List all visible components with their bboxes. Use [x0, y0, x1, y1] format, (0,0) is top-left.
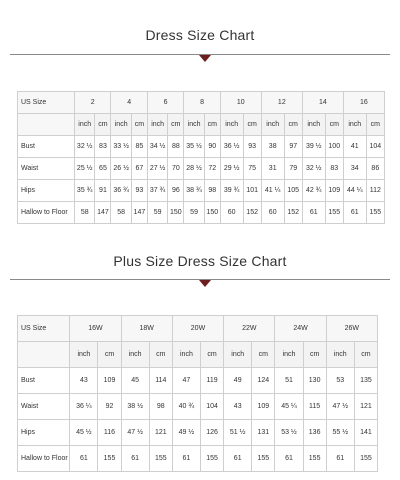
plus-unit-inch: inch	[172, 342, 200, 368]
plus-cell-value: 116	[98, 420, 121, 446]
dress-cell-value: 41 ¼	[261, 180, 284, 202]
dress-cell-value: 147	[95, 202, 111, 224]
plus-cell-value: 155	[252, 446, 275, 472]
plus-cell-value: 36 ¼	[70, 394, 98, 420]
dress-cell-value: 97	[284, 136, 302, 158]
dress-divider-notch	[199, 55, 211, 62]
dress-cell-value: 31	[261, 158, 284, 180]
plus-cell-value: 135	[354, 368, 377, 394]
dress-cell-value: 35 ½	[184, 136, 205, 158]
plus-cell-value: 49 ½	[172, 420, 200, 446]
plus-unit-cm: cm	[354, 342, 377, 368]
dress-unit-cm: cm	[325, 114, 343, 136]
dress-unit-inch: inch	[147, 114, 168, 136]
plus-unit-inch: inch	[326, 342, 354, 368]
plus-cell-value: 51 ½	[224, 420, 252, 446]
dress-cell-value: 155	[366, 202, 384, 224]
dress-row-label: Waist	[18, 158, 75, 180]
dress-cell-value: 101	[243, 180, 261, 202]
plus-cell-value: 141	[354, 420, 377, 446]
plus-cell-value: 155	[354, 446, 377, 472]
dress-unit-cm: cm	[95, 114, 111, 136]
plus-cell-value: 155	[201, 446, 224, 472]
plus-cell-value: 121	[149, 420, 172, 446]
dress-cell-value: 150	[168, 202, 184, 224]
plus-cell-value: 92	[98, 394, 121, 420]
plus-size-header: 26W	[326, 316, 377, 342]
dress-cell-value: 79	[284, 158, 302, 180]
plus-cell-value: 61	[224, 446, 252, 472]
dress-cell-value: 32 ½	[302, 158, 325, 180]
plus-cell-value: 98	[149, 394, 172, 420]
plus-cell-value: 61	[70, 446, 98, 472]
dress-cell-value: 33 ½	[111, 136, 132, 158]
plus-cell-value: 45 ½	[70, 420, 98, 446]
plus-cell-value: 49	[224, 368, 252, 394]
dress-size-header: 10	[220, 92, 261, 114]
plus-size-header: 24W	[275, 316, 326, 342]
dress-cell-value: 88	[168, 136, 184, 158]
plus-row-label: Waist	[18, 394, 70, 420]
dress-unit-inch: inch	[74, 114, 95, 136]
plus-cell-value: 114	[149, 368, 172, 394]
dress-cell-value: 75	[243, 158, 261, 180]
dress-cell-value: 42 ¾	[302, 180, 325, 202]
plus-cell-value: 121	[354, 394, 377, 420]
plus-cell-value: 131	[252, 420, 275, 446]
plus-cell-value: 109	[252, 394, 275, 420]
plus-measure-row	[18, 368, 378, 394]
plus-unit-row-label	[18, 342, 70, 368]
dress-cell-value: 32 ½	[74, 136, 95, 158]
dress-cell-value: 39 ½	[302, 136, 325, 158]
plus-cell-value: 38 ½	[121, 394, 149, 420]
dress-cell-value: 37 ¾	[147, 180, 168, 202]
plus-unit-inch: inch	[70, 342, 98, 368]
plus-cell-value: 47 ½	[121, 420, 149, 446]
plus-cell-value: 53	[326, 368, 354, 394]
dress-unit-inch: inch	[184, 114, 205, 136]
dress-size-header: 6	[147, 92, 183, 114]
plus-cell-value: 124	[252, 368, 275, 394]
dress-cell-value: 25 ½	[74, 158, 95, 180]
dress-unit-cm: cm	[168, 114, 184, 136]
plus-divider-notch	[199, 280, 211, 287]
dress-cell-value: 105	[284, 180, 302, 202]
plus-unit-inch: inch	[121, 342, 149, 368]
dress-cell-value: 28 ½	[184, 158, 205, 180]
dress-measure-row	[18, 158, 385, 180]
dress-measure-row	[18, 202, 385, 224]
plus-size-header: 20W	[172, 316, 223, 342]
dress-row-label: Hips	[18, 180, 75, 202]
dress-unit-row	[18, 114, 385, 136]
dress-unit-inch: inch	[343, 114, 366, 136]
plus-cell-value: 119	[201, 368, 224, 394]
plus-cell-value: 126	[201, 420, 224, 446]
dress-cell-value: 39 ¾	[220, 180, 243, 202]
plus-cell-value: 47	[172, 368, 200, 394]
plus-corner-label: US Size	[18, 316, 70, 342]
plus-cell-value: 61	[121, 446, 149, 472]
dress-cell-value: 96	[168, 180, 184, 202]
dress-cell-value: 90	[204, 136, 220, 158]
plus-measure-row	[18, 446, 378, 472]
dress-cell-value: 59	[147, 202, 168, 224]
dress-unit-cm: cm	[366, 114, 384, 136]
dress-size-header: 12	[261, 92, 302, 114]
dress-measure-row	[18, 180, 385, 202]
dress-row-label: Hallow to Floor	[18, 202, 75, 224]
plus-cell-value: 51	[275, 368, 303, 394]
dress-cell-value: 61	[343, 202, 366, 224]
plus-cell-value: 155	[303, 446, 326, 472]
dress-cell-value: 100	[325, 136, 343, 158]
plus-measure-row	[18, 394, 378, 420]
plus-cell-value: 43	[70, 368, 98, 394]
dress-cell-value: 93	[131, 180, 147, 202]
plus-unit-cm: cm	[303, 342, 326, 368]
dress-size-table	[17, 91, 385, 224]
plus-cell-value: 53 ½	[275, 420, 303, 446]
dress-unit-inch: inch	[111, 114, 132, 136]
dress-unit-inch: inch	[261, 114, 284, 136]
plus-cell-value: 61	[275, 446, 303, 472]
dress-cell-value: 83	[325, 158, 343, 180]
dress-cell-value: 38 ¾	[184, 180, 205, 202]
plus-cell-value: 104	[201, 394, 224, 420]
plus-cell-value: 61	[172, 446, 200, 472]
plus-row-label: Hallow to Floor	[18, 446, 70, 472]
plus-size-header: 22W	[224, 316, 275, 342]
dress-cell-value: 70	[168, 158, 184, 180]
plus-cell-value: 155	[98, 446, 121, 472]
dress-size-header: 16	[343, 92, 384, 114]
dress-cell-value: 38	[261, 136, 284, 158]
dress-cell-value: 91	[95, 180, 111, 202]
dress-cell-value: 152	[243, 202, 261, 224]
plus-cell-value: 55 ½	[326, 420, 354, 446]
plus-chart-title: Plus Size Dress Size Chart	[113, 253, 287, 269]
dress-cell-value: 93	[243, 136, 261, 158]
dress-unit-cm: cm	[243, 114, 261, 136]
dress-cell-value: 109	[325, 180, 343, 202]
dress-cell-value: 72	[204, 158, 220, 180]
dress-cell-value: 34	[343, 158, 366, 180]
dress-size-header: 14	[302, 92, 343, 114]
plus-cell-value: 47 ½	[326, 394, 354, 420]
dress-size-header: 8	[184, 92, 220, 114]
dress-corner-label: US Size	[18, 92, 75, 114]
plus-cell-value: 136	[303, 420, 326, 446]
plus-cell-value: 109	[98, 368, 121, 394]
dress-cell-value: 98	[204, 180, 220, 202]
dress-cell-value: 27 ½	[147, 158, 168, 180]
plus-unit-cm: cm	[98, 342, 121, 368]
dress-unit-inch: inch	[302, 114, 325, 136]
plus-cell-value: 45	[121, 368, 149, 394]
dress-cell-value: 58	[74, 202, 95, 224]
dress-cell-value: 104	[366, 136, 384, 158]
dress-cell-value: 29 ½	[220, 158, 243, 180]
plus-unit-cm: cm	[149, 342, 172, 368]
dress-cell-value: 155	[325, 202, 343, 224]
dress-cell-value: 61	[302, 202, 325, 224]
plus-row-label: Hips	[18, 420, 70, 446]
dress-cell-value: 85	[131, 136, 147, 158]
plus-size-header: 18W	[121, 316, 172, 342]
dress-cell-value: 41	[343, 136, 366, 158]
dress-unit-row-label	[18, 114, 75, 136]
dress-cell-value: 60	[220, 202, 243, 224]
plus-unit-row	[18, 342, 378, 368]
dress-measure-row	[18, 136, 385, 158]
plus-cell-value: 45 ¼	[275, 394, 303, 420]
dress-cell-value: 152	[284, 202, 302, 224]
plus-unit-inch: inch	[275, 342, 303, 368]
dress-unit-inch: inch	[220, 114, 243, 136]
dress-size-header: 2	[74, 92, 110, 114]
plus-unit-inch: inch	[224, 342, 252, 368]
dress-cell-value: 150	[204, 202, 220, 224]
plus-size-header: 16W	[70, 316, 121, 342]
dress-row-label: Bust	[18, 136, 75, 158]
dress-cell-value: 35 ¾	[74, 180, 95, 202]
plus-cell-value: 61	[326, 446, 354, 472]
plus-cell-value: 130	[303, 368, 326, 394]
dress-cell-value: 36 ¾	[111, 180, 132, 202]
dress-cell-value: 58	[111, 202, 132, 224]
dress-cell-value: 112	[366, 180, 384, 202]
dress-chart-title: Dress Size Chart	[145, 27, 255, 43]
plus-row-label: Bust	[18, 368, 70, 394]
dress-cell-value: 59	[184, 202, 205, 224]
plus-cell-value: 40 ¾	[172, 394, 200, 420]
plus-unit-cm: cm	[252, 342, 275, 368]
dress-unit-cm: cm	[131, 114, 147, 136]
dress-unit-cm: cm	[284, 114, 302, 136]
dress-cell-value: 67	[131, 158, 147, 180]
dress-unit-cm: cm	[204, 114, 220, 136]
dress-cell-value: 65	[95, 158, 111, 180]
dress-cell-value: 60	[261, 202, 284, 224]
plus-cell-value: 43	[224, 394, 252, 420]
dress-cell-value: 86	[366, 158, 384, 180]
dress-cell-value: 44 ¼	[343, 180, 366, 202]
plus-cell-value: 155	[149, 446, 172, 472]
dress-size-header-row	[18, 92, 385, 114]
dress-cell-value: 26 ½	[111, 158, 132, 180]
plus-cell-value: 115	[303, 394, 326, 420]
dress-cell-value: 36 ½	[220, 136, 243, 158]
plus-measure-row	[18, 420, 378, 446]
dress-cell-value: 147	[131, 202, 147, 224]
plus-size-table	[17, 315, 378, 472]
plus-size-header-row	[18, 316, 378, 342]
dress-cell-value: 34 ½	[147, 136, 168, 158]
dress-size-header: 4	[111, 92, 147, 114]
dress-cell-value: 83	[95, 136, 111, 158]
plus-unit-cm: cm	[201, 342, 224, 368]
